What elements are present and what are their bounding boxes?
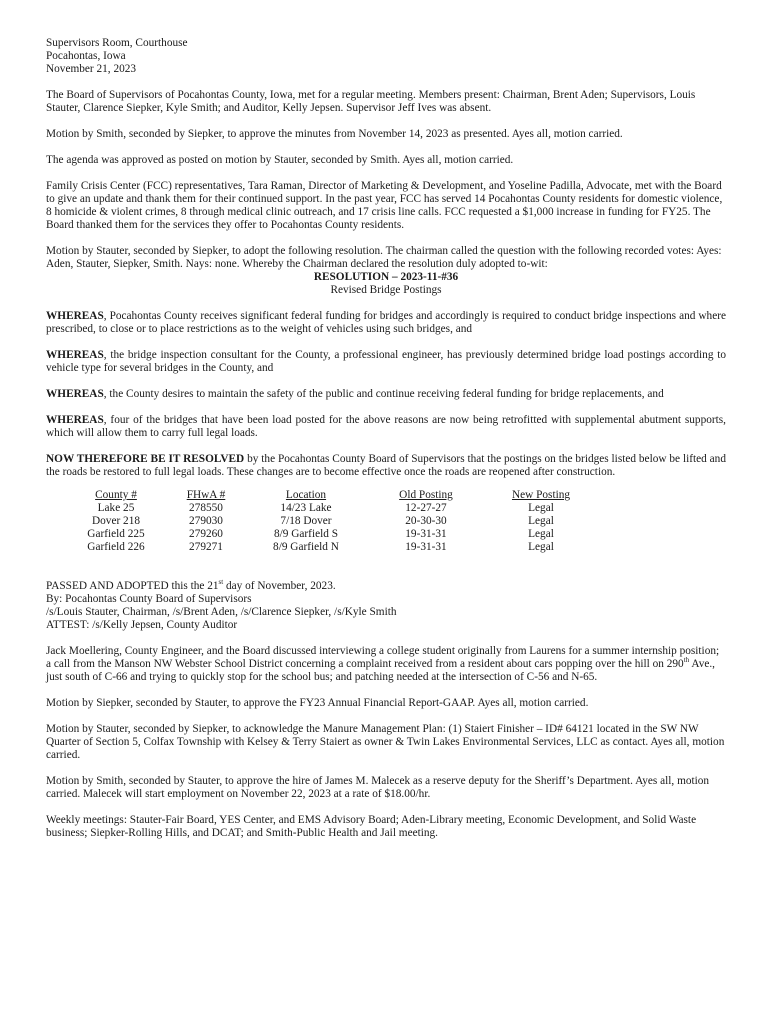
column-header-county: County # [95,489,137,501]
whereas-4 [46,414,726,440]
engineer-text-pre: Jack Moellering, County Engineer, and the Board discussed interviewing a college student originally from Laurens for a summer internship position; a call from the Manson NW Webster School District concerning a complaint received from a resident about cars popping over the hill on 290 [46,645,720,670]
minutes-motion: Motion by Smith, seconded by Siepker, to approve the minutes from November 14, 2023 as presented. Ayes all, motion carried. [46,128,623,140]
table-row [66,515,596,528]
table-row [66,502,596,515]
fcc-paragraph: Family Crisis Center (FCC) representatives, Tara Raman, Director of Marketing & Development, and Yoseline Padilla, Advocate, met with the Board to give an update and thank them for their continued support. In the past year, FCC has served 14 Pocahontas County residents for domestic violence, 8 homicide & violent crimes, 8 through medical clinic outreach, and 17 crisis line calls. FCC requested a $1,000 increase in funding for FY25. The Board thanked them for the services they offer to Pocahontas County residents. [46,180,723,231]
whereas-label: WHEREAS [46,414,104,426]
board-by-line: By: Pocahontas County Board of Supervisors [46,593,252,605]
whereas-4-text: , four of the bridges that have been load posted for the above reasons are now being retrofitted with supplemental abutment supports, which will allow them to carry full legal loads. [46,414,726,439]
document-header [46,37,726,76]
manure-plan-motion: Motion by Stauter, seconded by Siepker, to acknowledge the Manure Management Plan: (1) Staiert Finisher – ID# 64121 located in the SW NW Quarter of Section 5, Colfax Township with Kelsey & Terry Staiert as owner & Twin Lakes Environmental Services, LLC as contact. Ayes all, motion carried. [46,723,725,761]
engineer-sup: th [683,656,690,665]
cell-new-posting: Legal [528,541,554,553]
minutes-document [46,37,726,853]
meeting-location: Supervisors Room, Courthouse [46,37,188,49]
cell-location: 8/9 Garfield S [273,528,338,540]
whereas-label: WHEREAS [46,388,104,400]
passed-pre: PASSED AND ADOPTED this the 21 [46,580,219,592]
cell-location: 8/9 Garfield N [273,541,339,553]
table-row [66,541,596,554]
resolution-motion: Motion by Stauter, seconded by Siepker, to adopt the following resolution. The chairman called the question with the following recorded votes: Ayes: Aden, Stauter, Siepker, Smith. Nays: none. Whereby the Chairman declared the resolution duly adopted to-wit: [46,245,722,270]
cell-old-posting: 19-31-31 [405,528,447,540]
column-header-new-posting: New Posting [511,489,571,501]
cell-old-posting: 19-31-31 [405,541,447,553]
passed-adopted-line [46,580,726,593]
whereas-1-text: , Pocahontas County receives significant federal funding for bridges and accordingly is required to conduct bridge inspections and where prescribed, to close or to place restrictions as to the weight of vehicles using such bridges, and [46,310,726,335]
weekly-meetings-paragraph: Weekly meetings: Stauter-Fair Board, YES Center, and EMS Advisory Board; Aden-Library meeting, Economic Development, and Solid Waste business; Siepker-Rolling Hills, and DCAT; and Smith-Public Health and Jail meeting. [46,814,697,839]
cell-old-posting: 12-27-27 [405,502,447,514]
meeting-date: November 21, 2023 [46,63,137,75]
deputy-hire-motion: Motion by Smith, seconded by Stauter, to approve the hire of James M. Malecek as a reserve deputy for the Sheriff’s Department. Ayes all, motion carried. Malecek will start employment on November 22, 2023 at a rate of $18.00/hr. [46,775,710,800]
cell-new-posting: Legal [528,502,554,514]
cell-fhwa: 279030 [189,515,223,527]
table-header-row [66,489,596,502]
passed-post: day of November, 2023. [223,580,336,592]
signature-block [46,580,726,632]
meeting-city: Pocahontas, Iowa [46,50,126,62]
signers-line: /s/Louis Stauter, Chairman, /s/Brent Aden, /s/Clarence Siepker, /s/Kyle Smith [46,606,397,618]
agenda-motion: The agenda was approved as posted on motion by Stauter, seconded by Smith. Ayes all, motion carried. [46,154,514,166]
resolved-paragraph [46,453,726,479]
whereas-1 [46,310,726,336]
intro-paragraph: The Board of Supervisors of Pocahontas County, Iowa, met for a regular meeting. Members present: Chairman, Brent Aden; Supervisors, Louis Stauter, Clarence Siepker, Kyle Smith; and Auditor, Kelly Jepsen. Supervisor Jeff Ives was absent. [46,89,696,114]
column-header-location: Location [285,489,327,501]
cell-location: 14/23 Lake [280,502,332,514]
whereas-label: WHEREAS [46,310,104,322]
cell-new-posting: Legal [528,515,554,527]
whereas-2 [46,349,726,375]
resolution-subtitle: Revised Bridge Postings [330,284,442,296]
bridge-postings-table [66,489,596,554]
passed-sup: st [218,578,224,587]
cell-county: Garfield 225 [87,528,145,540]
engineer-paragraph [46,645,726,684]
cell-fhwa: 278550 [189,502,223,514]
cell-county: Garfield 226 [87,541,145,553]
cell-new-posting: Legal [528,528,554,540]
cell-county: Dover 218 [91,515,140,527]
whereas-3 [46,388,726,401]
attest-line: ATTEST: /s/Kelly Jepsen, County Auditor [46,619,238,631]
whereas-label: WHEREAS [46,349,104,361]
column-header-fhwa: FHwA # [186,489,226,501]
resolved-text: by the Pocahontas County Board of Supervisors that the postings on the bridges listed below be lifted and the roads be restored to full legal loads. These changes are to become effective once the roads are reopened after construction. [46,453,726,478]
cell-fhwa: 279271 [189,541,223,553]
engineer-text-post: Ave., just south of C-66 and trying to quickly stop for the school bus; and patching needed at the intersection of C-56 and N-65. [46,658,716,683]
whereas-2-text: , the bridge inspection consultant for the County, a professional engineer, has previously determined bridge load postings according to vehicle type for several bridges in the County, and [46,349,726,374]
gaap-motion: Motion by Siepker, seconded by Stauter, to approve the FY23 Annual Financial Report-GAAP. Ayes all, motion carried. [46,697,589,709]
cell-county: Lake 25 [97,502,135,514]
resolved-label: NOW THEREFORE BE IT RESOLVED [46,453,245,465]
cell-location: 7/18 Dover [280,515,332,527]
cell-old-posting: 20-30-30 [405,515,447,527]
resolution-title: RESOLUTION – 2023-11-#36 [313,271,459,283]
cell-fhwa: 279260 [189,528,223,540]
whereas-3-text: , the County desires to maintain the safety of the public and continue receiving federal funding for bridge replacements, and [103,388,664,400]
column-header-old-posting: Old Posting [399,489,453,501]
table-row [66,528,596,541]
